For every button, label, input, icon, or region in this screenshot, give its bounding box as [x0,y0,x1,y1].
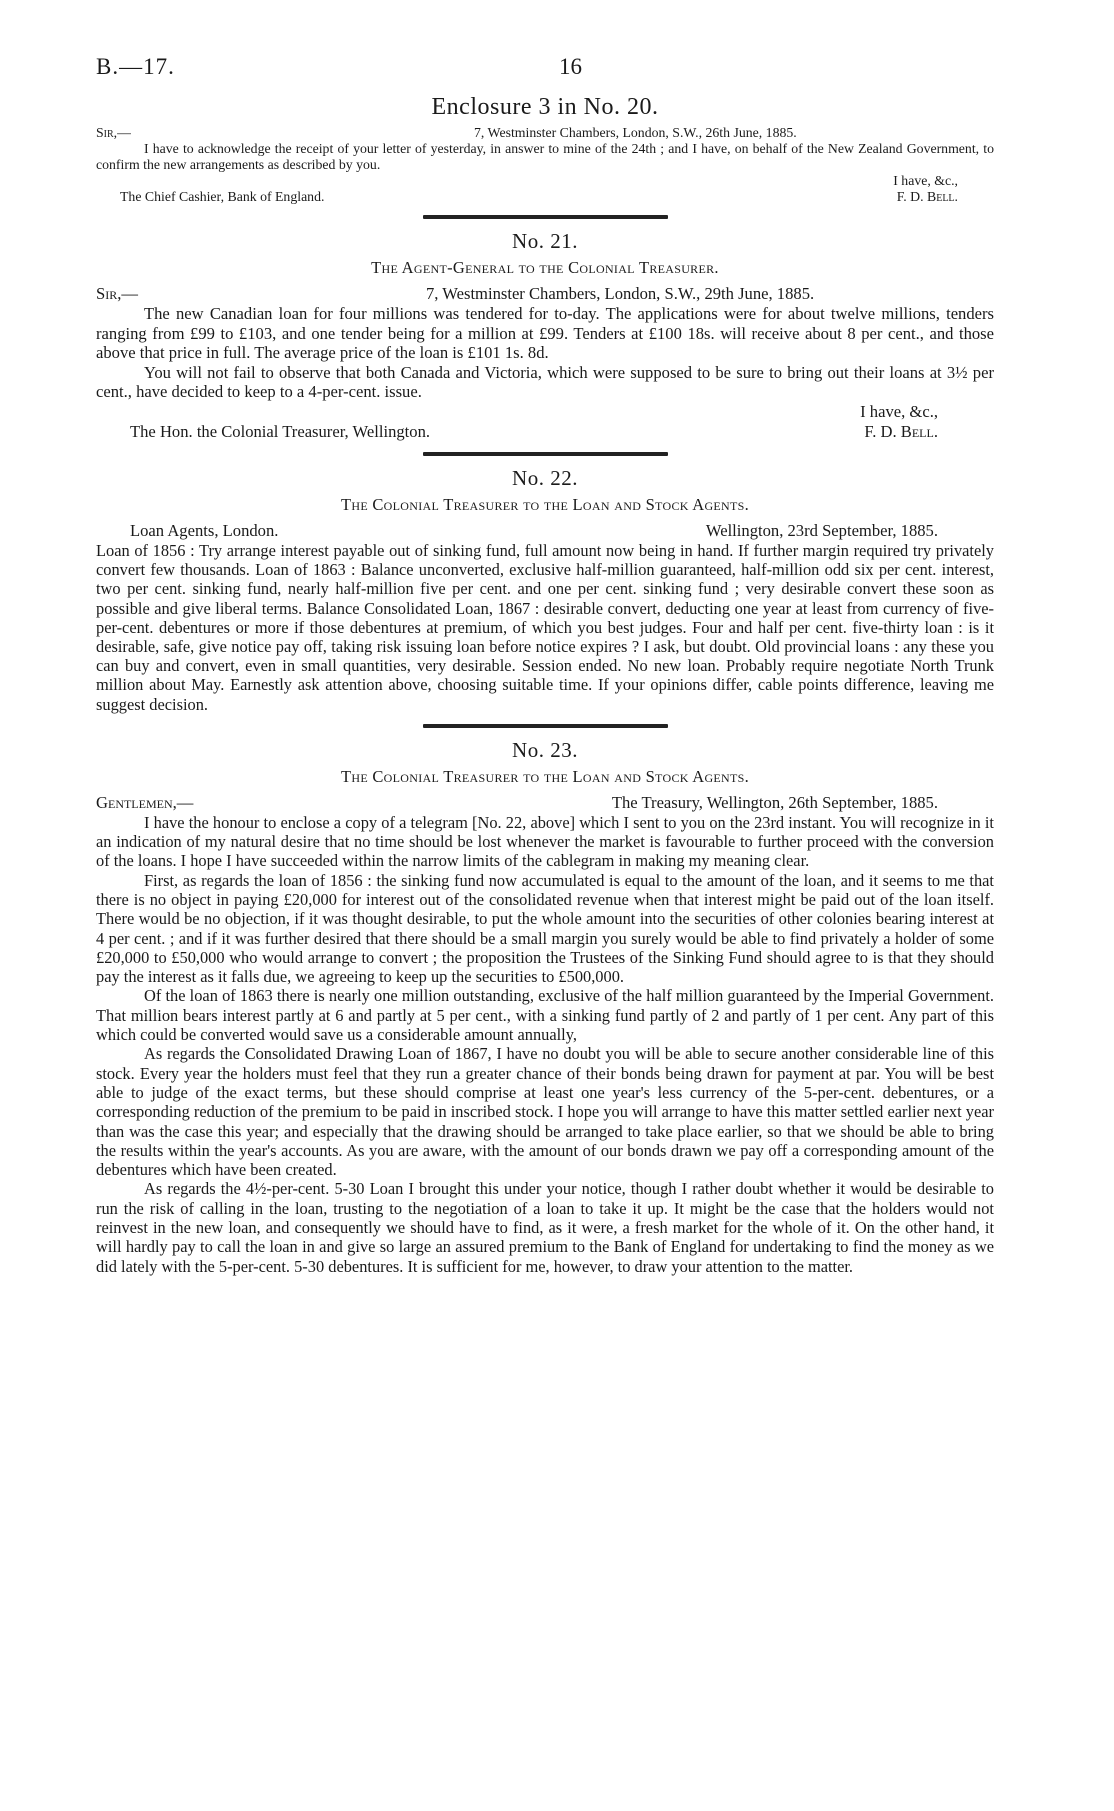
signature: F. D. Bell. [864,421,938,441]
section-divider [423,724,668,728]
sender-address: 7, Westminster Chambers, London, S.W., 26th June, 1885. [474,125,797,140]
salutation-line [96,793,994,813]
closing-line [96,402,994,422]
sender-address: 7, Westminster Chambers, London, S.W., 29th June, 1885. [426,284,815,303]
letter-no-21 [96,229,994,442]
paragraph: I have the honour to enclose a copy of a telegram [No. 22, above] which I sent to you on the 23rd instant. You will recognize in it an indication of my natural desire that no time should be lost whenever the market is favourable to further proceed with the conversion of the loans. I hope I have succeeded within the narrow limits of the cablegram in making my meaning clear. [96,812,994,871]
paragraph: The new Canadian loan for four millions was tendered for to-day. The applications were for about twelve millions, tenders ranging from £99 to £103, and one tender being for a million at £99. Tenders at £100 18s. will receive about 8 per cent., and those above that price in full. The average price of the loan is £101 1s. 8d. [96,304,994,363]
salutation: Sir,— [96,125,131,140]
paragraph: First, as regards the loan of 1856 : the sinking fund now accumulated is equal to the amount of the loan, and it seems to me that there is no object in paying £20,000 for interest out of the consolidated revenue when that interest might be paid out of the loan itself. There would be no objection, if it was thought desirable, to put the whole amount into the securities of other colonies bearing interest at 4 per cent. ; and if it was further desired that there should be a small margin you surely would be able to find privately a holder of some £20,000 to £50,000 who would arrange to convert ; the proposition the Trustees of the Sinking Fund should agree to is that they should pay the interest as it falls due, we agreeing to keep up the securities to £500,000. [96,870,994,987]
closing: I have, &c., [860,401,938,421]
paragraph: You will not fail to observe that both Canada and Victoria, which were supposed to be sure to bring out their loans at 3½ per cent., have decided to keep to a 4-per-cent. issue. [96,362,994,402]
enclosure-heading: Enclosure 3 in No. 20. [431,94,659,120]
recipient: The Chief Cashier, Bank of England. [120,189,325,204]
paragraph: As regards the Consolidated Drawing Loan of 1867, I have no doubt you will be able to secure another considerable line of this stock. Every year the holders must feel that they run a greater chance of their bonds being drawn for payment at par. You will be best able to judge of the exact terms, but these should comprise at least one year's less currency of the 5-per-cent. debentures, or a corresponding reduction of the premium to be paid in inscribed stock. I hope you will arrange to have this matter settled earlier next year than was the case this year; and especially that the drawing should be arranged to take place earlier, so that we should be able to bring the results within the year's accounts. As you are aware, with the amount of our bonds drawn we pay off a corresponding amount of the debentures which have been created. [96,1044,994,1180]
letter-body: I have to acknowledge the receipt of your letter of yesterday, in answer to mine of the 24th ; and I have, on behalf of the New Zealand Government, to confirm the new arrangements as described by you. [96,141,994,172]
letter-no-23 [96,738,994,1276]
salutation-line [96,284,994,304]
paragraph: Of the loan of 1863 there is nearly one million outstanding, exclusive of the half million guaranteed by the Imperial Government. That million bears interest partly at 6 and partly at 5 per cent., with a sinking fund partly of 2 and partly of 1 per cent. Any part of this which could be converted would save us a considerable amount annually, [96,986,994,1045]
salutation-line [96,125,994,141]
letter-no-22 [96,466,994,714]
signature: F. D. Bell. [896,189,958,204]
signature-line [96,422,994,442]
letter-heading: No. 21. [512,229,578,253]
enclosure-letter [96,94,994,205]
closing-line [96,173,994,189]
signature-line [96,189,994,205]
salutation: Gentlemen,— [96,792,194,812]
letter-heading: No. 23. [512,737,578,762]
section-divider [423,215,668,219]
closing: I have, &c., [893,173,958,188]
address-line [96,521,994,541]
letter-subheading: The Colonial Treasurer to the Loan and Stock Agents. [340,494,750,514]
sender-address: The Treasury, Wellington, 26th September, 1885. [611,792,938,812]
document-page [96,48,994,1276]
telegram-body: Loan of 1856 : Try arrange interest payable out of sinking fund, full amount now being in hand. If further margin required try privately convert few thousands. Loan of 1863 : Balance unconverted, exclusive half-million guaranteed, half-million odd six per cent. interest, two per cent. sinking fund, nearly half-million five per cent. and one per cent. sinking fund ; very desirable convert these soon as possible and give liberal terms. Balance Consolidated Loan, 1867 : desirable convert, deducting one year at least from currency of five-per-cent. debentures or more if those debentures at premium, of which you best judges. Four and half per cent. five-thirty loan : is it desirable, safe, give notice pay off, taking risk issuing loan before notice expires ? I ask, but doubt. Old provincial loans : any these you can buy and convert, even in small quantities, very desirable. Session ended. No new loan. Probably require negotiate North Trunk million about May. Earnestly ask attention above, choosing suitable time. If your opinions differ, cable points difference, leaving me suggest decision. [96,540,994,714]
sender-address: Wellington, 23rd September, 1885. [705,520,938,540]
salutation: Sir,— [96,284,138,303]
running-head [96,48,994,88]
parliamentary-reference: B.—17. [96,54,175,79]
letter-subheading: The Colonial Treasurer to the Loan and Stock Agents. [340,766,750,786]
page-number: 16 [559,54,582,79]
addressee: Loan Agents, London. [130,520,279,540]
paragraph: As regards the 4½-per-cent. 5-30 Loan I brought this under your notice, though I rather doubt whether it would be desirable to run the risk of calling in the loan, trusting to the negotiation of a loan to take it up. It might be the case that the holders would not reinvest in the new loan, and consequently we should have to find, as it were, a fresh market for the whole of it. On the other hand, it will hardly pay to call the loan in and give so large an assured premium to the Bank of England for undertaking to find the money as we did lately with the 5-per-cent. 5-30 debentures. It is sufficient for me, however, to draw your attention to the matter. [96,1179,994,1276]
letter-heading: No. 22. [512,465,578,490]
recipient: The Hon. the Colonial Treasurer, Wellington. [130,421,431,441]
section-divider [423,452,668,456]
letter-subheading: The Agent-General to the Colonial Treasurer. [371,258,719,277]
